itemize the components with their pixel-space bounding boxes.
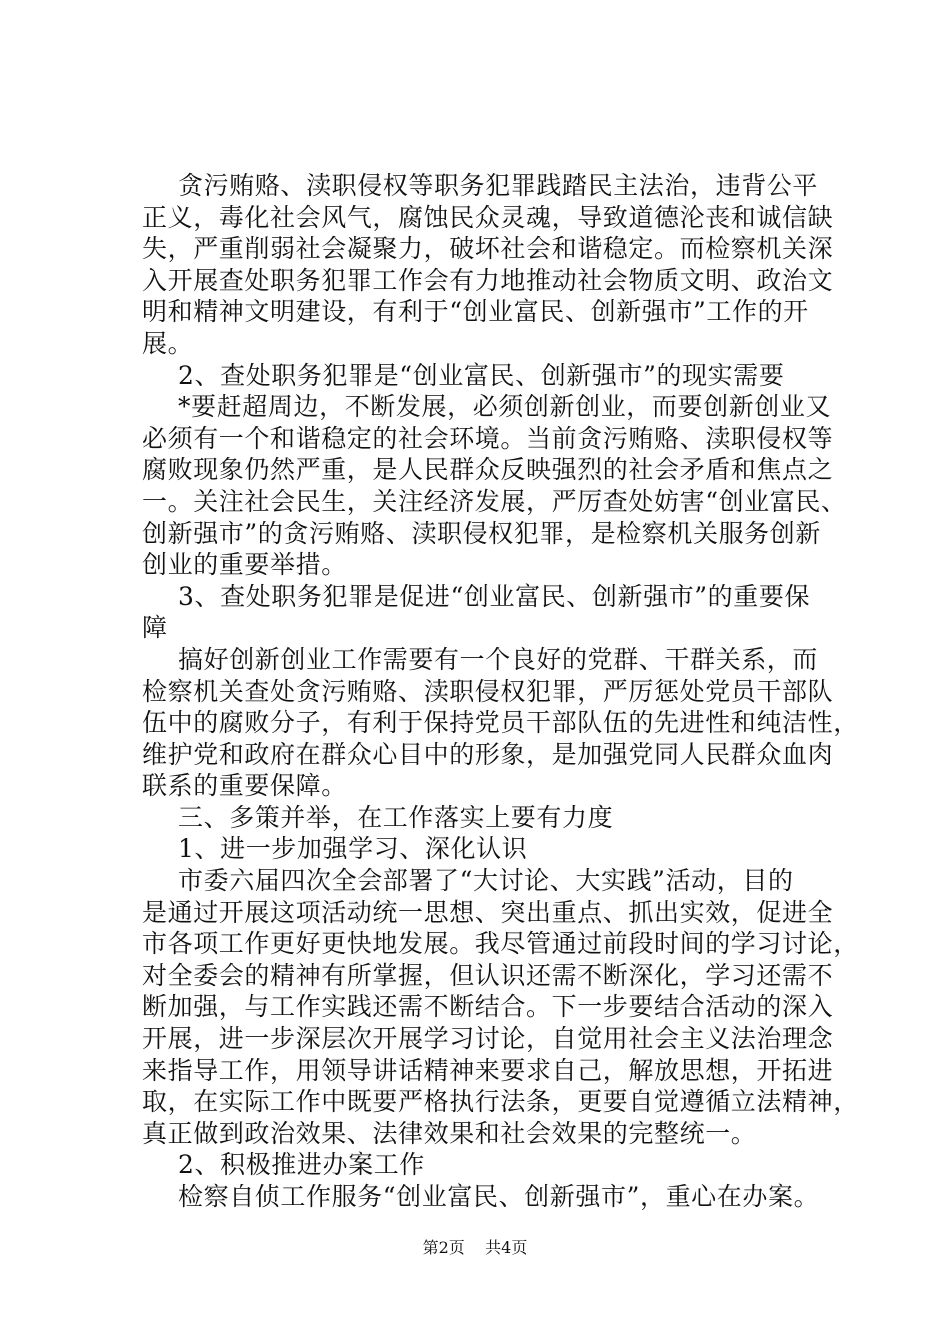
text-line: 联系的重要保障。	[142, 771, 347, 801]
text-line: 正义，毒化社会风气，腐蚀民众灵魂，导致道德沦丧和诚信缺	[142, 202, 834, 232]
text-line: 失，严重削弱社会凝聚力，破坏社会和谐稳定。而检察机关深	[142, 234, 834, 264]
text-line: 检察自侦工作服务“创业富民、创新强市”，重心在办案。	[178, 1182, 820, 1211]
text-line: 取，在实际工作中既要严格执行法条，更要自觉遵循立法精神，	[142, 1087, 859, 1117]
text-line: 2、查处职务犯罪是“创业富民、创新强市”的现实需要	[178, 360, 785, 390]
text-line: *要赶超周边，不断发展，必须创新创业，而要创新创业又	[178, 392, 832, 422]
paragraph	[142, 802, 842, 834]
paragraph	[142, 1149, 842, 1181]
text-line: 三、多策并举，在工作落实上要有力度	[178, 802, 614, 832]
text-line: 真正做到政治效果、法律效果和社会效果的完整统一。	[142, 1118, 757, 1148]
text-line: 创新强市”的贪污贿赂、渎职侵权犯罪，是检察机关服务创新	[142, 518, 821, 548]
paragraph	[142, 833, 842, 865]
text-line: 明和精神文明建设，有利于“创业富民、创新强市”工作的开	[142, 297, 809, 327]
text-line: 障	[142, 613, 168, 643]
text-line: 展。	[142, 328, 194, 358]
text-line: 市各项工作更好更快地发展。我尽管通过前段时间的学习讨论，	[142, 929, 859, 959]
text-line: 断加强，与工作实践还需不断结合。下一步要结合活动的深入	[142, 992, 834, 1022]
paragraph	[142, 170, 842, 360]
document-body	[142, 170, 859, 1213]
text-line: 来指导工作，用领导讲话精神来要求自己，解放思想，开拓进	[142, 1055, 834, 1085]
text-line: 是通过开展这项活动统一思想、突出重点、抓出实效，促进全	[142, 897, 834, 927]
page-footer	[0, 1237, 950, 1259]
paragraph	[142, 1181, 842, 1213]
text-line: 3、查处职务犯罪是促进“创业富民、创新强市”的重要保	[178, 581, 811, 611]
page-number: 第2页	[422, 1238, 465, 1257]
text-line: 搞好创新创业工作需要有一个良好的党群、干群关系，而	[178, 644, 819, 674]
paragraph	[142, 644, 859, 802]
paragraph	[142, 360, 842, 392]
paragraph	[142, 391, 847, 581]
text-line: 对全委会的精神有所掌握，但认识还需不断深化，学习还需不	[142, 960, 834, 990]
text-line: 必须有一个和谐稳定的社会环境。当前贪污贿赂、渎职侵权等	[142, 423, 834, 453]
text-line: 开展，进一步深层次开展学习讨论，自觉用社会主义法治理念	[142, 1024, 834, 1054]
text-line: 一。关注社会民生，关注经济发展，严厉查处妨害“创业富民、	[142, 486, 847, 516]
text-line: 腐败现象仍然严重，是人民群众反映强烈的社会矛盾和焦点之	[142, 455, 834, 485]
page-total: 共4页	[485, 1238, 528, 1257]
text-line: 检察机关查处贪污贿赂、渎职侵权犯罪，严厉惩处党员干部队	[142, 676, 834, 706]
page-separator	[470, 1238, 480, 1257]
text-line: 市委六届四次全会部署了“大讨论、大实践”活动，目的	[178, 866, 794, 896]
text-line: 2、积极推进办案工作	[178, 1150, 425, 1180]
text-line: 维护党和政府在群众心目中的形象，是加强党同人民群众血肉	[142, 739, 834, 769]
text-line: 入开展查处职务犯罪工作会有力地推动社会物质文明、政治文	[142, 265, 834, 295]
text-line: 伍中的腐败分子，有利于保持党员干部队伍的先进性和纯洁性，	[142, 708, 859, 738]
paragraph	[142, 865, 859, 1149]
text-line: 贪污贿赂、渎职侵权等职务犯罪践踏民主法治，违背公平	[178, 171, 819, 200]
text-line: 创业的重要举措。	[142, 550, 347, 580]
text-line: 1、进一步加强学习、深化认识	[178, 834, 528, 864]
paragraph	[142, 581, 842, 644]
